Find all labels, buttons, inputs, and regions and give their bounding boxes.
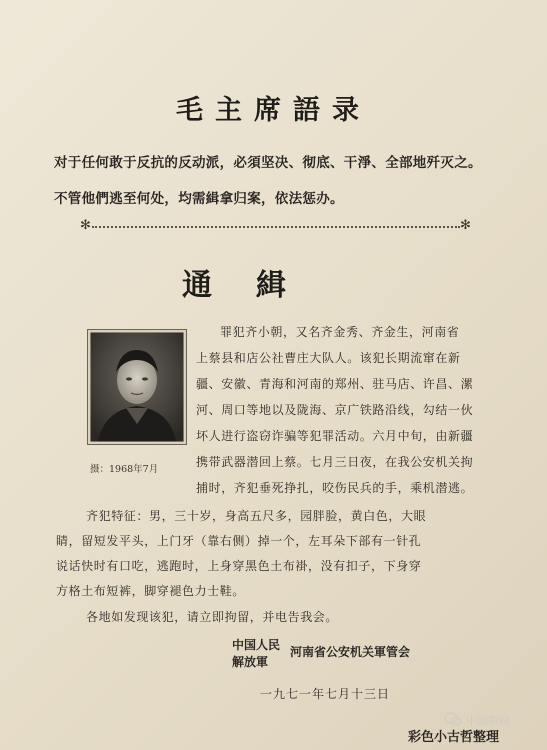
body-line: 疆、安徽、青海和河南的郑州、驻马店、许昌、漯 — [196, 377, 474, 391]
signature-org-line-1: 中国人民 — [232, 638, 281, 652]
body-line: 河、周口等地以及陇海、京广铁路沿线，勾结一伙 — [196, 403, 474, 417]
quote-line-1: 对于任何敢于反抗的反动派，必須坚决、彻底、干淨、全部地歼灭之。 — [54, 155, 482, 171]
body-line: 上蔡县和店公社曹庄大队人。该犯长期流窜在新 — [196, 351, 461, 365]
page-title: 毛主席語录 — [176, 95, 371, 126]
body-line: 罪犯齐小朝，又名齐金秀、齐金生，河南省 — [220, 325, 460, 339]
notice-date: 一九七一年七月十三日 — [260, 687, 391, 701]
divider-line — [92, 226, 460, 228]
body-line: 各地如发现该犯，请立即拘留，并电告我会。 — [86, 610, 339, 624]
signature-org-line-2: 解放軍 — [232, 655, 269, 669]
body-line: 说话快时有口吃，逃跑时，上身穿黑色土布褂，没有扣子，下身穿 — [56, 559, 422, 573]
body-line: 方格土布短裤，脚穿褪色力士鞋。 — [56, 584, 246, 598]
watermark-text: 中国数间 — [466, 714, 510, 727]
credit-text: 彩色小古哲整理 — [408, 730, 500, 745]
portrait-icon — [90, 332, 184, 442]
body-line: 捕时，齐犯垂死挣扎，咬伤民兵的手，乘机潜逃。 — [196, 481, 474, 495]
divider-star-right-icon: ✻ — [460, 218, 471, 233]
quote-line-2: 不管他們逃至何处，均需緝拿归案，依法惩办。 — [54, 191, 344, 207]
notice-heading: 通緝 — [182, 268, 330, 303]
body-line: 携带武器潜回上蔡。七月三日夜，在我公安机关拘 — [196, 455, 474, 469]
body-line: 睛，留短发平头，上门牙（靠右侧）掉一个，左耳朵下部有一针孔 — [56, 534, 422, 548]
suspect-photo — [88, 330, 186, 444]
signature-org-name: 河南省公安机关軍管会 — [290, 645, 411, 659]
divider-star-left-icon: ✻ — [80, 218, 91, 233]
body-line: 坏人进行盗窃诈骗等犯罪活动。六月中旬，由新疆 — [196, 429, 474, 443]
body-line: 齐犯特征：男，三十岁，身高五尺多，园胖脸，黄白色，大眼 — [86, 509, 427, 523]
photo-caption: 摄：1968年7月 — [90, 464, 159, 475]
